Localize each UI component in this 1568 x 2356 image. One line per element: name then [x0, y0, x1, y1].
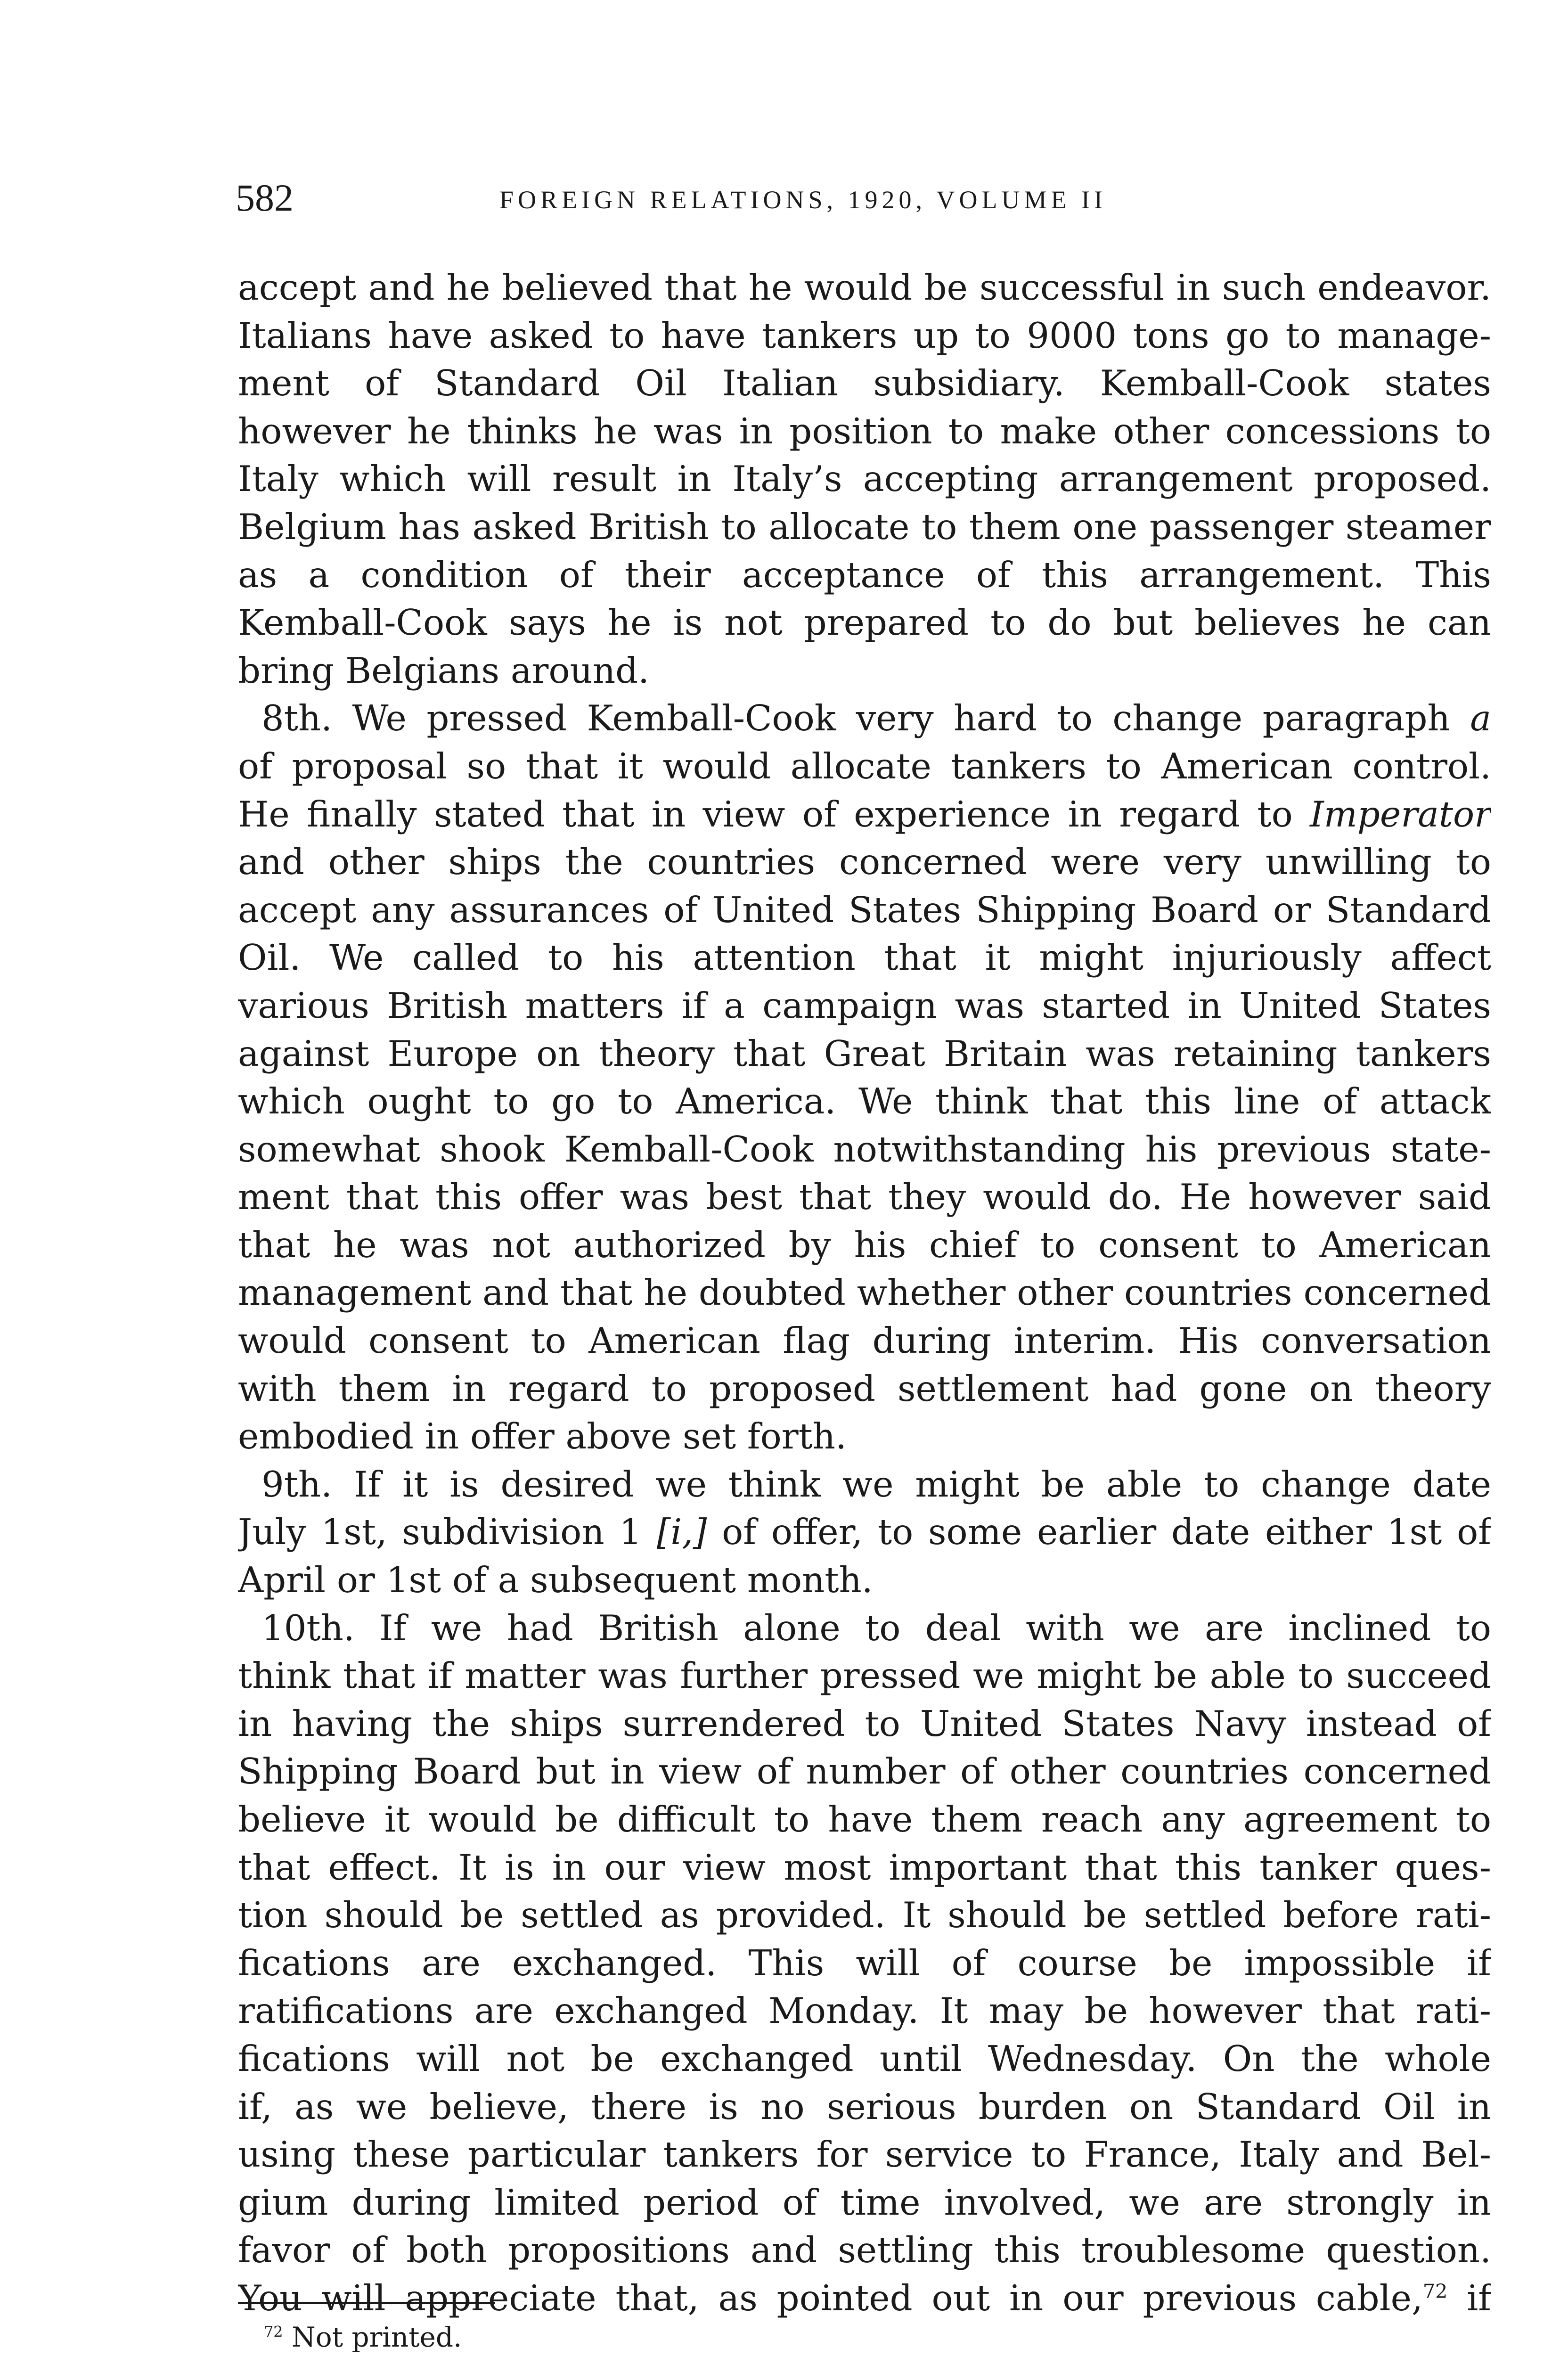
text-line: fications are exchanged. This will of course be impossible if: [238, 1942, 1491, 1984]
text-line: Kemball-Cook says he is not prepared to do but believes he can: [238, 602, 1491, 644]
footnote-marker: 72: [264, 2323, 283, 2341]
text-line: Italians have asked to have tankers up to 9000 tons go to manage-: [238, 314, 1491, 356]
text-line: ment of Standard Oil Italian subsidiary. Kemball-Cook states: [238, 362, 1491, 404]
text-line: with them in regard to proposed settlement had gone on theory: [238, 1367, 1491, 1409]
page-number: 582: [236, 176, 294, 219]
text-line: using these particular tankers for service to France, Italy and Bel-: [238, 2134, 1491, 2176]
text-line: accept any assurances of United States Shipping Board or Standard: [238, 889, 1491, 931]
text-line: Oil. We called to his attention that it might injuriously affect: [238, 937, 1491, 979]
text-line: bring Belgians around.: [238, 649, 650, 691]
text-line: various British matters if a campaign was started in United States: [238, 984, 1491, 1026]
text-line: tion should be settled as provided. It should be settled before rati-: [238, 1894, 1491, 1936]
footnote: [264, 2318, 462, 2356]
text-segment: of offer, to some earlier date either 1st of: [722, 1511, 1491, 1553]
text-line: that effect. It is in our view most important that this tanker ques-: [238, 1846, 1491, 1888]
text-line: [238, 1508, 1491, 1556]
text-line: Belgium has asked British to allocate to them one passenger steamer: [238, 506, 1491, 548]
text-line: ratifications are exchanged Monday. It may be however that rati-: [238, 1990, 1491, 2032]
text-line: would consent to American flag during interim. His conversation: [238, 1320, 1491, 1362]
body-text: [238, 264, 1491, 2323]
text-line: believe it would be difficult to have them reach any agreement to: [238, 1799, 1491, 1840]
text-segment: 8th. We pressed Kemball-Cook very hard to change paragraph: [261, 697, 1450, 739]
ship-name: Imperator: [1310, 793, 1491, 835]
text-segment: July 1st, subdivision 1: [238, 1511, 642, 1553]
text-segment: if: [1467, 2277, 1491, 2319]
italic-letter: a: [1470, 697, 1491, 739]
text-segment: He finally stated that in view of experience in regard to: [238, 793, 1293, 835]
text-line: fications will not be exchanged until Wednesday. On the whole: [238, 2037, 1491, 2079]
text-line: which ought to go to America. We think that this line of attack: [238, 1080, 1491, 1122]
running-head: [236, 174, 1319, 231]
text-line: gium during limited period of time involved, we are strongly in: [238, 2181, 1491, 2223]
text-line: if, as we believe, there is no serious burden on Standard Oil in: [238, 2086, 1491, 2127]
text-line: 10th. If we had British alone to deal with we are inclined to: [261, 1607, 1491, 1649]
text-line: April or 1st of a subsequent month.: [238, 1559, 873, 1601]
text-line: [238, 695, 1491, 743]
text-line: [238, 791, 1491, 839]
text-line: favor of both propositions and settling this troublesome question.: [238, 2229, 1491, 2271]
text-line: Italy which will result in Italy’s accepting arrangement proposed.: [238, 458, 1491, 500]
text-line: [238, 2274, 1491, 2323]
text-line: against Europe on theory that Great Britain was retaining tankers: [238, 1032, 1491, 1074]
text-line: in having the ships surrendered to United States Navy instead of: [238, 1702, 1491, 1744]
text-line: and other ships the countries concerned were very unwilling to: [238, 841, 1491, 883]
text-line: think that if matter was further pressed we might be able to succeed: [238, 1655, 1491, 1697]
text-line: Shipping Board but in view of number of other countries concerned: [238, 1751, 1491, 1792]
text-line: somewhat shook Kemball-Cook notwithstanding his previous state-: [238, 1128, 1491, 1170]
text-line: of proposal so that it would allocate tankers to American control.: [238, 745, 1491, 787]
footnote-reference: 72: [1422, 2280, 1448, 2303]
subdivision-bracket: [i,]: [656, 1511, 707, 1553]
text-line: management and that he doubted whether other countries concerned: [238, 1272, 1491, 1314]
header-title: FOREIGN RELATIONS, 1920, VOLUME II: [499, 186, 1107, 214]
text-segment: You will appreciate that, as pointed out in our previous cable,: [238, 2277, 1423, 2319]
text-line: embodied in offer above set forth.: [238, 1415, 847, 1457]
text-line: as a condition of their acceptance of this arrangement. This: [238, 554, 1491, 596]
text-line: 9th. If it is desired we think we might be able to change date: [261, 1463, 1491, 1505]
footnote-divider: [238, 2302, 495, 2304]
footnote-text: Not printed.: [292, 2321, 462, 2353]
text-line: however he thinks he was in position to make other concessions to: [238, 410, 1491, 452]
text-line: that he was not authorized by his chief to consent to American: [238, 1224, 1491, 1266]
text-line: accept and he believed that he would be successful in such endeavor.: [238, 267, 1491, 308]
text-line: ment that this offer was best that they would do. He however said: [238, 1176, 1491, 1218]
